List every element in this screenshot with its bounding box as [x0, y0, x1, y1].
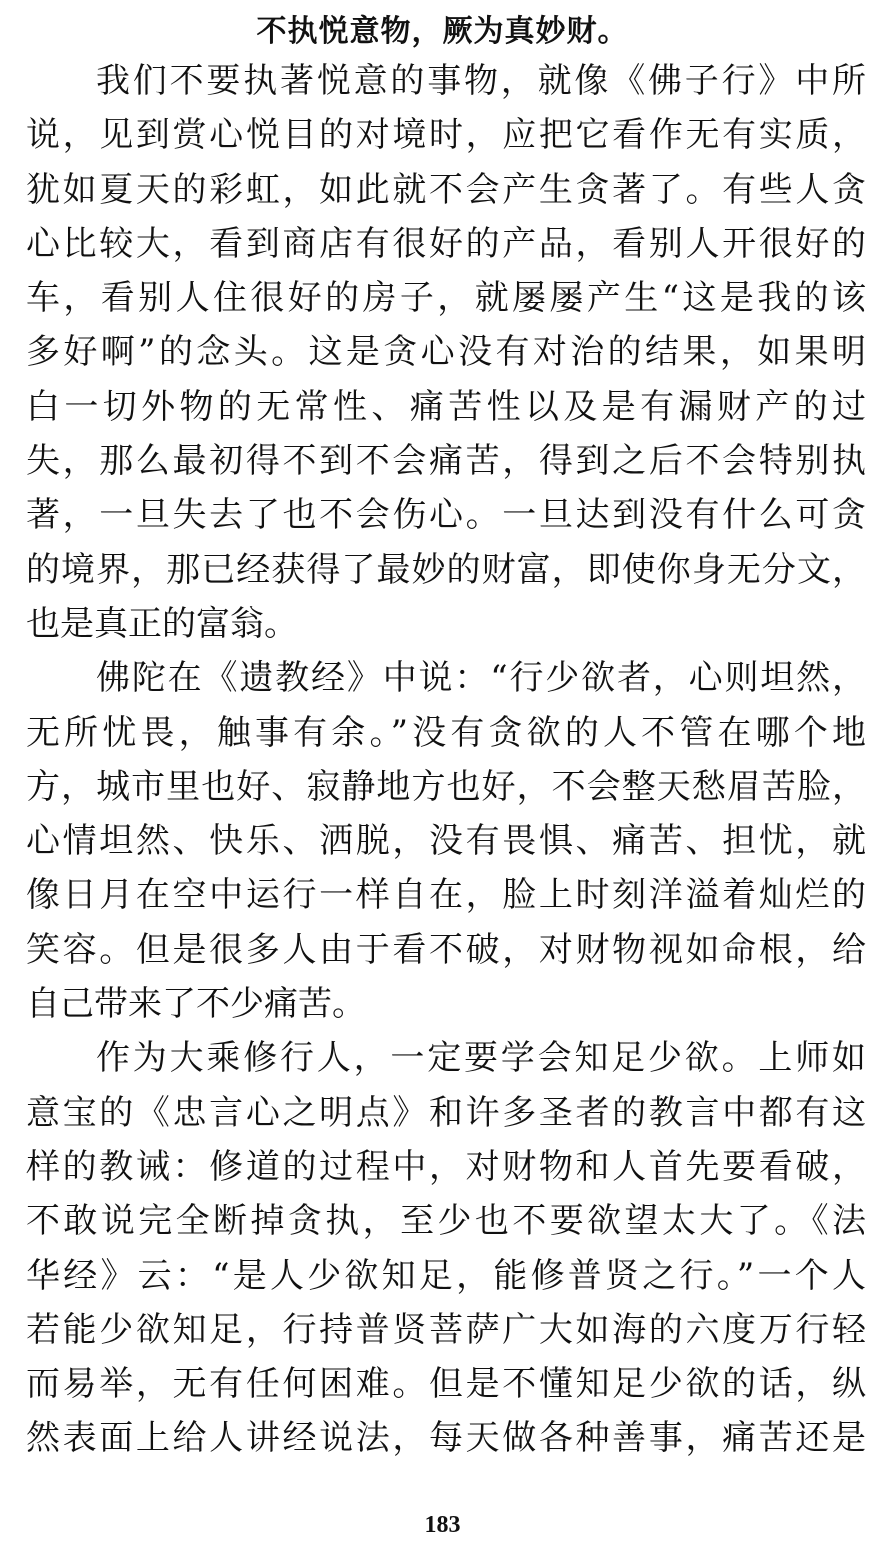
- body-text: [26, 54, 866, 1466]
- text-line: 样的教诫：修道的过程中，对财物和人首先要看破，: [26, 1146, 866, 1187]
- text-line: 也是真正的富翁。: [26, 603, 298, 644]
- text-line: 作为大乘修行人，一定要学会知足少欲。上师如: [96, 1038, 866, 1079]
- text-line: 心比较大，看到商店有很好的产品，看别人开很好的: [26, 223, 866, 264]
- text-line: 然表面上给人讲经说法，每天做各种善事，痛苦还是: [26, 1418, 866, 1459]
- text-line: 的境界，那已经获得了最妙的财富，即使你身无分文，: [26, 549, 866, 590]
- text-line: 自己带来了不少痛苦。: [26, 984, 366, 1025]
- text-line: 多好啊”的念头。这是贪心没有对治的结果，如果明: [26, 332, 866, 373]
- text-line: 失，那么最初得不到不会痛苦，得到之后不会特别执: [26, 441, 866, 482]
- text-line: 犹如夏天的彩虹，如此就不会产生贪著了。有些人贪: [26, 169, 866, 210]
- text-line: 像日月在空中运行一样自在，脸上时刻洋溢着灿烂的: [26, 875, 866, 916]
- text-line: 而易举，无有任何困难。但是不懂知足少欲的话，纵: [26, 1364, 866, 1405]
- text-line: 意宝的《忠言心之明点》和许多圣者的教言中都有这: [26, 1092, 866, 1133]
- text-line: 车，看别人住很好的房子，就屡屡产生“这是我的该: [26, 278, 866, 319]
- text-line: 说，见到赏心悦目的对境时，应把它看作无有实质，: [26, 115, 866, 156]
- verse-heading: 不执悦意物，厥为真妙财。: [256, 14, 629, 49]
- text-line: 无所忧畏，触事有余。”没有贪欲的人不管在哪个地: [26, 712, 866, 753]
- text-line: 心情坦然、快乐、洒脱，没有畏惧、痛苦、担忧，就: [26, 821, 866, 862]
- text-line: 白一切外物的无常性、痛苦性以及是有漏财产的过: [26, 386, 866, 427]
- text-line: 方，城市里也好、寂静地方也好，不会整天愁眉苦脸，: [26, 766, 866, 807]
- text-line: 华经》云：“是人少欲知足，能修普贤之行。”一个人: [26, 1255, 866, 1296]
- text-line: 笑容。但是很多人由于看不破，对财物视如命根，给: [26, 929, 866, 970]
- text-line: 不敢说完全断掉贪执，至少也不要欲望太大了。《法: [26, 1201, 866, 1242]
- page-number: 183: [424, 1512, 461, 1538]
- text-line: 若能少欲知足，行持普贤菩萨广大如海的六度万行轻: [26, 1309, 866, 1350]
- text-line: 佛陀在《遗教经》中说：“行少欲者，心则坦然，: [96, 658, 866, 699]
- text-line: 我们不要执著悦意的事物，就像《佛子行》中所: [96, 61, 866, 101]
- text-line: 著，一旦失去了也不会伤心。一旦达到没有什么可贪: [26, 495, 866, 536]
